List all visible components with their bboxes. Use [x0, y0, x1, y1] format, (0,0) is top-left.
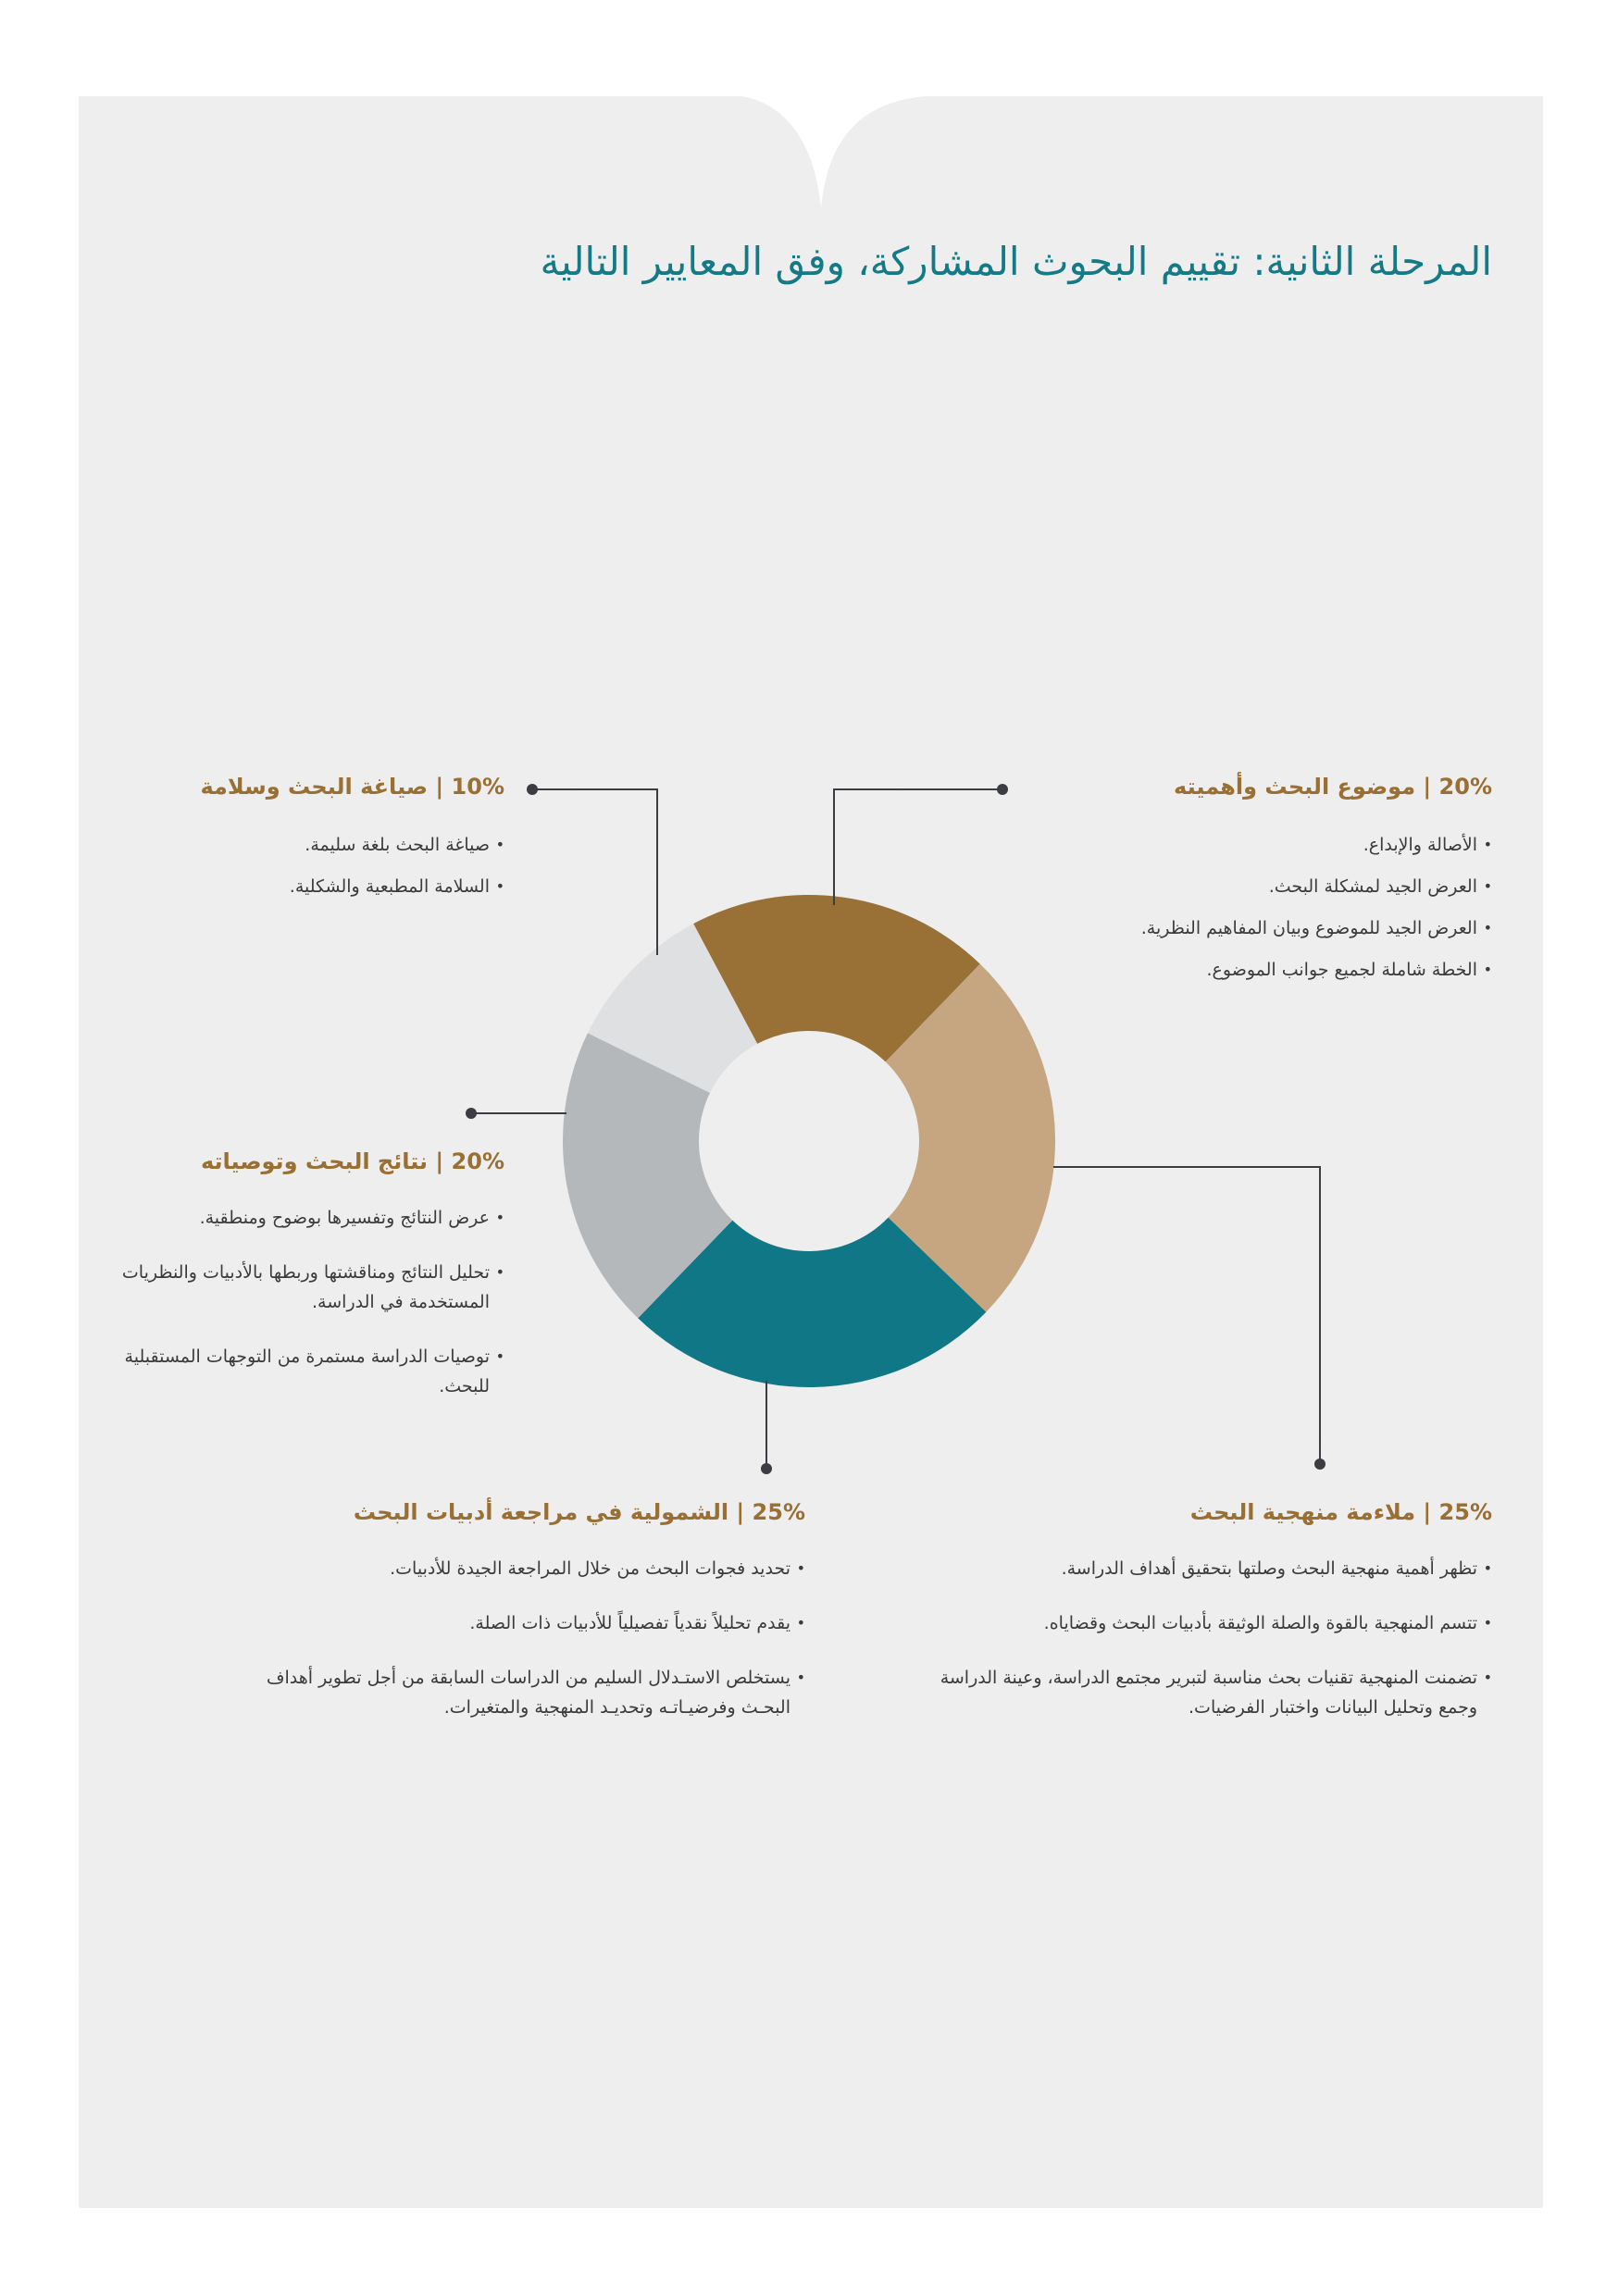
- criterion-results: [116, 1146, 504, 1401]
- criterion-percent: 20%: [1438, 774, 1492, 800]
- bullet-item: • تحديد فجوات البحث من خلال المراجعة الجيدة للأدبيات.: [243, 1554, 805, 1583]
- criterion-writing: [139, 771, 504, 901]
- criterion-heading: [923, 1496, 1492, 1528]
- page-title: المرحلة الثانية: تقييم البحوث المشاركة، وفق المعايير التالية: [540, 239, 1492, 284]
- criterion-bullets: [923, 1554, 1492, 1722]
- criterion-percent: 25%: [1438, 1499, 1492, 1525]
- criterion-name: الشمولية في مراجعة أدبيات البحث: [353, 1499, 729, 1525]
- criterion-separator: |: [435, 774, 444, 800]
- criterion-heading: [243, 1496, 805, 1528]
- bullet-item: • العرض الجيد لمشكلة البحث.: [974, 872, 1492, 901]
- criterion-name: صياغة البحث وسلامة: [200, 774, 429, 800]
- criterion-bullets: [243, 1554, 805, 1722]
- criterion-percent: 10%: [451, 774, 504, 800]
- criterion-separator: |: [736, 1499, 745, 1525]
- criterion-literature: [243, 1496, 805, 1722]
- criterion-heading: [974, 771, 1492, 802]
- criterion-methodology: [923, 1496, 1492, 1722]
- bullet-item: • عرض النتائج وتفسيرها بوضوح ومنطقية.: [116, 1203, 504, 1233]
- bullet-item: • تضمنت المنهجية تقنيات بحث مناسبة لتبرير مجتمع الدراسة، وعينة الدراسة وجمع وتحليل البيانات واختبار الفرضيات.: [923, 1663, 1492, 1722]
- criterion-heading: [116, 1146, 504, 1177]
- criterion-bullets: [139, 830, 504, 901]
- criterion-bullets: [116, 1203, 504, 1401]
- bullet-item: • الخطة شاملة لجميع جوانب الموضوع.: [974, 955, 1492, 985]
- bullet-item: • الأصالة والإبداع.: [974, 830, 1492, 860]
- bullet-item: • يستخلص الاستـدلال السليم من الدراسات السابقة من أجل تطوير أهداف البحـث وفرضيـاتـه وتحديـد المنهجية والمتغيرات.: [243, 1663, 805, 1722]
- bullet-item: • صياغة البحث بلغة سليمة.: [139, 830, 504, 860]
- criterion-separator: |: [1423, 1499, 1432, 1525]
- criterion-heading: [139, 771, 504, 802]
- criterion-name: نتائج البحث وتوصياته: [200, 1148, 429, 1174]
- criterion-separator: |: [1423, 774, 1432, 800]
- bullet-item: • تتسم المنهجية بالقوة والصلة الوثيقة بأدبيات البحث وقضاياه.: [923, 1608, 1492, 1638]
- bullet-item: • السلامة المطبعية والشكلية.: [139, 872, 504, 901]
- bullet-item: • توصيات الدراسة مستمرة من التوجهات المستقبلية للبحث.: [116, 1342, 504, 1401]
- bullet-item: • تحليل النتائج ومناقشتها وربطها بالأدبيات والنظريات المستخدمة في الدراسة.: [116, 1258, 504, 1317]
- bullet-item: • يقدم تحليلاً نقدياً تفصيلياً للأدبيات ذات الصلة.: [243, 1608, 805, 1638]
- criterion-percent: 20%: [451, 1148, 504, 1174]
- bullet-item: • تظهر أهمية منهجية البحث وصلتها بتحقيق أهداف الدراسة.: [923, 1554, 1492, 1583]
- bullet-item: • العرض الجيد للموضوع وبيان المفاهيم النظرية.: [974, 913, 1492, 943]
- criterion-separator: |: [435, 1148, 444, 1174]
- criterion-name: ملاءمة منهجية البحث: [1189, 1499, 1416, 1525]
- criterion-bullets: [974, 830, 1492, 985]
- criterion-topic: [974, 771, 1492, 985]
- criterion-percent: 25%: [752, 1499, 805, 1525]
- criterion-name: موضوع البحث وأهميته: [1174, 774, 1416, 800]
